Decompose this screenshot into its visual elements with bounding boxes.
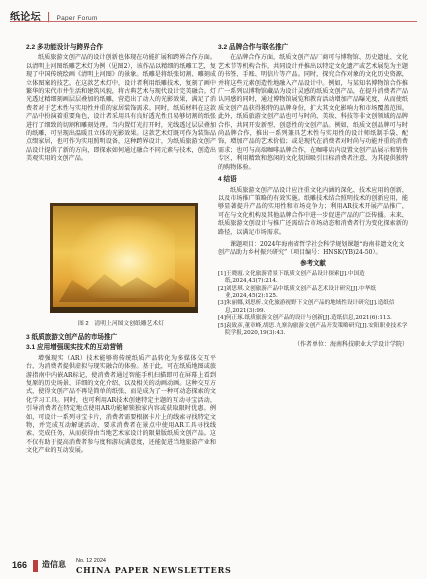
reference-item: [3]朱丽娜,刘思析.文化旅游视野下文创产品的地域性设计研究[J].造纸信息,2021(3):99. xyxy=(218,300,395,314)
right-column xyxy=(218,44,408,350)
reference-item: [5]袁致彦,董章峰,胡思.九寨沟旅游文创产品开发策略研究[J].安阳职业技术学院学报,2020,19(3):43. xyxy=(218,322,408,336)
paper-sculpture-lamp-image xyxy=(50,203,198,313)
header-separator: | xyxy=(46,12,51,23)
section-3-2-body: 在品牌合作方面，纸质文创产品厂商可与博物馆、历史遗址、文化艺术节等机构合作，共同设计并推出以特定文化遗产或艺术展览为主题的书签、手账、明信片等产品。同时，探究合作对象的文化历史资源，并将这些元素创造性地融入产品设计中。例如，与某知名博物馆合作推广一系列以博物馆藏品为设计灵感的纸质文创产品，在提升消费者产品认同感的同时，通过博物馆展览和教育活动增加产品曝光度，从而使纸质文创产品获得独特的品牌身份，扩大其文化影响力和市场覆盖范围。此外，纸质旅游文创产品也可与时尚、美妆、科技等非文创领域的品牌合作，共同开发新型、创意性的文创产品。例如，纸质文创品牌可与时尚品牌合作，推出一系列兼具艺术性与实用性的设计师纸制手袋、配饰，增加产品的艺术价值；或是现代在消费者对时尚与功能并重的消费需求；也可与高端咖啡品牌合作，在咖啡店内设置文创产品展示和销售专区，利用精致和悠闲的文化氛围吸引目标消费者注意，为其提供独特的购物体验。 xyxy=(218,54,408,171)
left-column xyxy=(26,44,216,164)
reference-item: [1]王晓霞.文化旅游背景下纸质文创产品设计探索[J].中国造纸,2024,43(7):214. xyxy=(218,270,365,285)
page-footer xyxy=(0,555,427,579)
section-3-title: 3 纸质旅游文创产品的市场推广 xyxy=(26,334,118,341)
journal-masthead: CHINA PAPER NEWSLETTERS xyxy=(76,565,232,575)
journal-logo: 造信息 xyxy=(42,559,66,569)
section-2-2-body: 纸质旅游文创产品的设计创新也体现在功能扩展和跨界合作方面。以清明上河图纸雕艺术灯为例（见图2），该作品以精细的纸雕工艺，复现了中国传统绘画《清明上河图》的景象。纸雕是将纸张切割、雕刻成立体图案的技艺。在这款艺术灯中，设计者利用纸雕技术，复刻了画中繁华的宋代市井生活和建筑风貌，将古典艺术与现代设计完美融合。灯光透过精细刻画层层叠加的纸雕，营造出了动人的光影效果，满足了消费者对于艺术性与实用性并重的家居装饰需求。同时，纸质材料在这款产品中扮演着重要角色，设计者采用具有良好透光性且易够切割的纸张进行了细致的切割和雕刻处理。当内置灯光打开时，光线透过层层叠加的纸雕，可呈现出温暖且立体的光影效果。这款艺术灯既可作为装饰品点缀家居，也可作为实用照明设备，这种跨界设计，为纸质旅游文创产品设计提供了新的方向，即探索如何通过融合不同元素与技术，创造出美观实用的文创产品。 xyxy=(26,54,216,163)
section-4-title: 4 结语 xyxy=(218,176,237,184)
section-4-body: 纸质旅游文创产品设计应注重文化内涵的深化、技术应用的创新，以及市场推广策略的有效实施。纸雕技术结合照明技术的创新应用，能够显著提升产品的实用性和市场竞争力；利用AR技术开展产品推广，可在与文化机构及其他品牌合作中进一步促进产品的广泛传播。未来，纸质旅游文创设计与推广还需结合市场动态和消费者行为变化探索新的路径，以满足市场需求。 xyxy=(218,186,408,236)
left-column-lower xyxy=(26,328,216,456)
reference-item: [4]何正琢.纸质旅游文创产品的设计与创新[J].造纸信息,2021(6):113. xyxy=(218,315,392,322)
figure-caption: 图 2 清明上河图文创纸雕艺术灯 xyxy=(78,321,164,327)
references-title: 参考文献 xyxy=(300,260,326,268)
funding-note: 课题项目：2024年海南省哲学社会科学规划课题“海南非遗文化文创产品助力乡村振兴研究”（项目编号：HNSK(YB)24-50）。 xyxy=(218,240,405,257)
forum-title-cn: 纸论坛 xyxy=(10,12,41,23)
section-3-2-title: 3.2 品牌合作与联名推广 xyxy=(218,44,289,51)
header-rule xyxy=(10,21,417,22)
page-number: 166 xyxy=(12,560,28,570)
lamp-base xyxy=(50,307,198,313)
forum-title-en: Paper Forum xyxy=(56,15,98,22)
reference-item: [2]刘思琪.文创旅游产品中纸质文创产品艺术设计研究[J].中华纸业,2024,45(2):125. xyxy=(218,285,376,299)
section-3-1-body: 增强现实（AR）技术能够将传统纸质产品转化为多媒体交互平台，为消费者提供虚拟与现实融合的体验。基于此，可在纸质地图或旅游指南中内嵌AR标记，使消费者通过智能手机扫描即可在屏幕上看到复原的历史场景、详细的文化介绍、以及相关的动画动画。这种交互方式，使得文创产品不再是简单的纸张，而是成为了一种可动态探索的文化学习工具。同时，也可利用AR技术创建特定主题的互动寻宝活动，引导消费者在特定地点使用AR功能解锁独家内容或获取限时优惠。例如，可设计一系列寻宝卡片，消费者需要根据卡片上的线索寻找特定文物，并完成互动解谜活动，要求消费者在景点中使用AR工具寻找线索、完成任务，从而获得由当地艺术家设计的限量版纸质文创产品。这不仅有助于提高消费者参与度和游玩满意度，还能促进当地旅游产业和文化产业的互动发展。 xyxy=(26,354,216,455)
issue-number: No. 12 2024 xyxy=(76,558,106,564)
page-header xyxy=(10,5,417,21)
section-2-2-title: 2.2 多功能设计与跨界合作 xyxy=(26,44,103,51)
footer-accent-bar xyxy=(33,560,38,572)
author-affiliation: （作者单位：海南科技职业大学设计学院） xyxy=(293,341,408,349)
section-3-1-title: 3.1 应用增强现实技术的互动营销 xyxy=(26,344,123,352)
